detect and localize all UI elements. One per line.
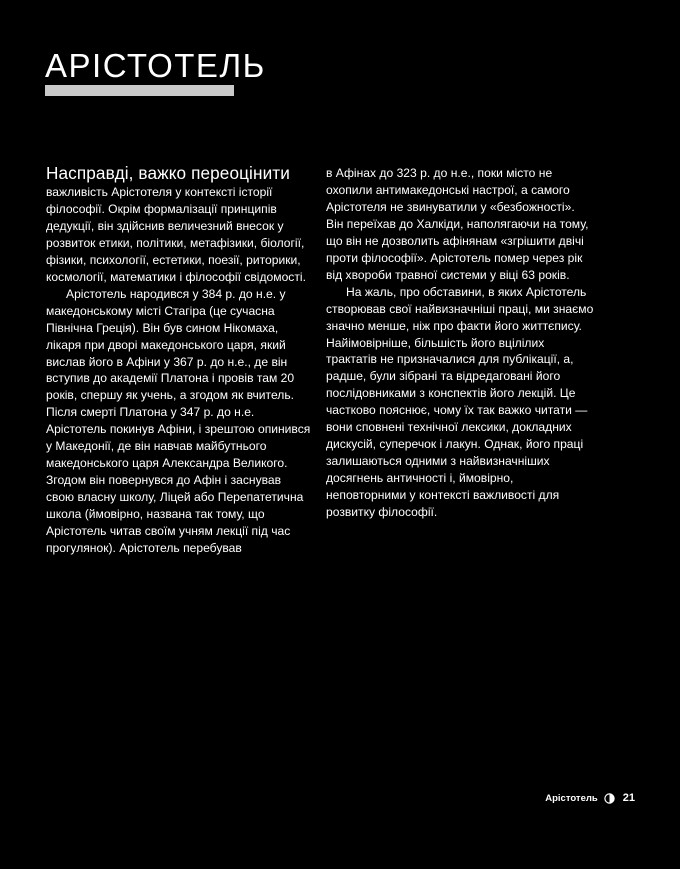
- paragraph: Арістотель народився у 384 р. до н.е. у македонському місті Стагіра (це сучасна Північна Греція). Він був сином Нікомаха, лікаря при дворі македонського царя, який вислав його в Афіни у 367 р. до н.е., де він вступив до академії Платона і провів там 20 років, спершу як учень, а згодом як вчитель. Після смерті Платона у 347 р. до н.е. Арістотель покинув Афіни, і зрештою опинився у Македонії, де він навчав майбутнього македонського царя Александра Великого. Згодом він повернувся до Афін і заснував свою власну школу, Ліцей або Перепатетична школа (ймовірно, названа так тому, що Арістотель читав своїм учням лекції під час прогулянок). Арістотель перебував: [46, 286, 311, 556]
- left-column: [46, 163, 311, 557]
- page-number: 21: [622, 792, 635, 804]
- title-underline-bar: [45, 85, 234, 96]
- paragraph: в Афінах до 323 р. до н.е., поки місто не охопили антимакедонські настрої, а самого Арістотеля не звинуватили у «безбожності». Він переїхав до Халкіди, наполягаючи на тому, що він не дозволить афінянам «згрішити двічі проти філософії». Арістотель помер через рік від хвороби травної системи у віці 63 років.: [326, 166, 589, 282]
- right-column: [326, 165, 594, 521]
- page-footer: [545, 792, 635, 804]
- lead-text: Насправді, важко переоцінити: [46, 163, 290, 183]
- page-title: АРІСТОТЕЛЬ: [45, 47, 266, 84]
- paragraph: На жаль, про обставини, в яких Арістотель створював свої найвизначніші праці, ми знаємо значно менше, ніж про факти його життєпису. Найімовірніше, більшість його вцілілих трактатів не призначалися для публікації, а, радше, були зібрані та відредаговані його послідовниками з конспектів його лекцій. Це частково пояснює, чому їх так важко читати — вони сповнені технічної лексики, докладних дискусій, суперечок і лакун. Однак, його праці залишаються одними з найвизначніших досягнень античності і, ймовірно, неповторними у контексті важливості для розвитку філософії.: [326, 284, 594, 520]
- footer-section-title: Арістотель: [545, 792, 598, 804]
- half-circle-icon: [604, 793, 615, 804]
- paragraph: важливість Арістотеля у контексті історії філософії. Окрім формалізації принципів дедукції, він здійснив величезний внесок у розвиток етики, політики, метафізики, біології, фізики, психології, естетики, поезії, риторики, космології, математики і філософії свідомості.: [46, 185, 306, 284]
